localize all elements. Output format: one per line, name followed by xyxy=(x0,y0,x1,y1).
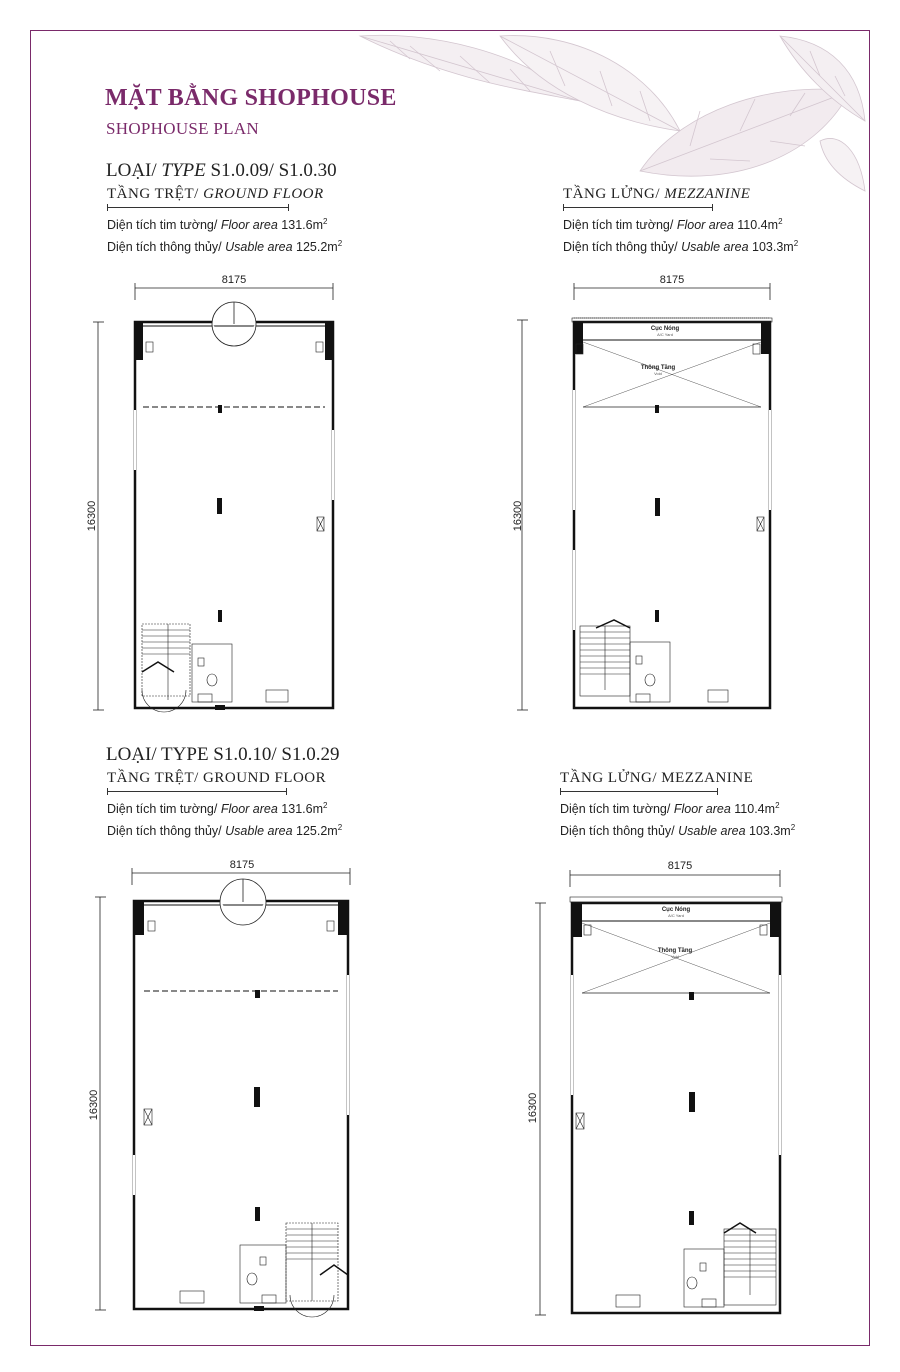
underline-arrow xyxy=(560,791,718,792)
width-dimension: 8175 xyxy=(659,274,685,286)
back-door xyxy=(215,705,225,710)
floor-area-2g: Diện tích tim tường/ Floor area $131.6m^2$ xyxy=(107,800,328,816)
services xyxy=(144,921,334,1125)
type-label-1: LOẠI/ TYPE S1.0.09/ S1.0.30 xyxy=(106,160,337,181)
entrance-door xyxy=(220,879,266,925)
void-label: Thông Tầng xyxy=(640,365,676,371)
page-subtitle: SHOPHOUSE PLAN xyxy=(106,119,259,138)
columns xyxy=(254,990,260,1221)
ground-floor-label-2: TẦNG TRỆT/ GROUND FLOOR xyxy=(107,770,327,786)
mezzanine-plan-1 xyxy=(510,270,780,720)
ac-yard-label: Cục Nóng xyxy=(650,326,680,332)
staircase xyxy=(142,624,190,712)
underline-arrow xyxy=(107,207,289,208)
floor-area-2m: Diện tích tim tường/ Floor area $110.4m^2$ xyxy=(560,800,780,816)
underline-arrow xyxy=(563,207,713,208)
usable-area-2m: Diện tích thông thủy/ Usable area $103.3m^2$ xyxy=(560,822,796,838)
staircase xyxy=(580,620,630,696)
usable-area-1g: Diện tích thông thủy/ Usable area $125.2m^2$ xyxy=(107,238,343,254)
void-area xyxy=(583,342,761,407)
mezzanine-plan-2 xyxy=(520,855,790,1325)
wall-outline xyxy=(135,322,333,708)
mezzanine-label-1: TẦNG LỬNG/ MEZZANINE xyxy=(563,186,751,202)
columns xyxy=(217,405,222,622)
void-sublabel: Void xyxy=(671,954,679,959)
toilet-room xyxy=(630,642,728,702)
page-title: MẶT BẰNG SHOPHOUSE xyxy=(105,85,397,111)
ground-floor-label-1: TẦNG TRỆT/ GROUND FLOOR xyxy=(107,186,324,202)
services xyxy=(576,344,764,531)
void-sublabel: Void xyxy=(654,371,662,376)
floor-area-1m: Diện tích tim tường/ Floor area $110.4m^2$ xyxy=(563,216,783,232)
toilet-room xyxy=(192,644,288,702)
leaf-decoration xyxy=(350,31,869,201)
ac-yard-sublabel: A/C Yard xyxy=(657,332,673,337)
depth-dimension: 16300 xyxy=(86,500,98,532)
staircase xyxy=(724,1223,776,1305)
toilet-room xyxy=(616,1249,724,1307)
ground-floor-plan-2 xyxy=(90,855,360,1325)
columns xyxy=(655,405,660,622)
ac-yard-sublabel: A/C Yard xyxy=(668,913,684,918)
void-label: Thông Tầng xyxy=(657,948,693,954)
underline-arrow xyxy=(107,791,287,792)
usable-area-1m: Diện tích thông thủy/ Usable area $103.3m^2$ xyxy=(563,238,799,254)
usable-area-2g: Diện tích thông thủy/ Usable area $125.2m^2$ xyxy=(107,822,343,838)
ac-yard-label: Cục Nóng xyxy=(661,907,691,913)
depth-dimension: 16300 xyxy=(527,1092,539,1124)
services xyxy=(146,342,324,531)
mezzanine-label-2: TẦNG LỬNG/ MEZZANINE xyxy=(560,770,754,786)
entrance-door xyxy=(212,302,256,346)
back-door xyxy=(254,1306,264,1311)
depth-dimension: 16300 xyxy=(512,500,524,532)
width-dimension: 8175 xyxy=(229,859,255,871)
floor-area-1g: Diện tích tim tường/ Floor area $131.6m^2$ xyxy=(107,216,328,232)
wall-outline xyxy=(134,901,348,1309)
toilet-room xyxy=(180,1245,286,1303)
staircase xyxy=(286,1223,348,1317)
wall-outline xyxy=(572,318,772,708)
columns xyxy=(689,992,695,1225)
depth-dimension: 16300 xyxy=(88,1089,100,1121)
width-dimension: 8175 xyxy=(667,860,693,872)
type-label-2: LOẠI/ TYPE S1.0.10/ S1.0.29 xyxy=(106,744,340,765)
ground-floor-plan-1 xyxy=(86,270,350,720)
width-dimension: 8175 xyxy=(221,274,247,286)
